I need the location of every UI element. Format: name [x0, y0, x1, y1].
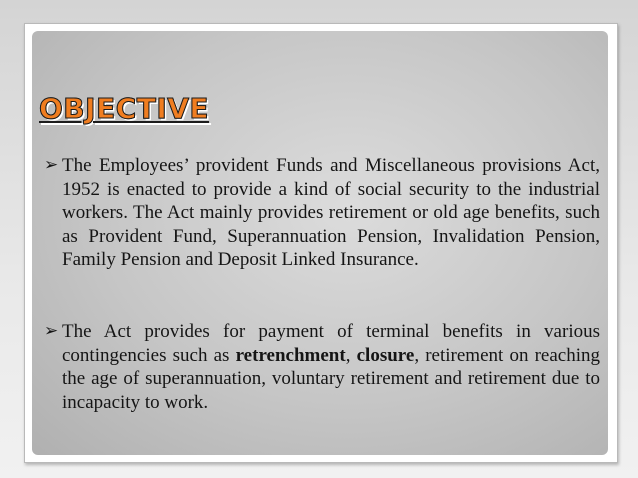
- slide-title: OBJECTIVE: [39, 92, 210, 125]
- bullet-text-2-part2: , retirement on reaching the age of superannuation, voluntary retirement and retirement due to incapacity to work.: [62, 344, 600, 413]
- bullet-text-2-separator: ,: [345, 344, 357, 366]
- arrow-bullet-icon: ➢: [44, 155, 59, 175]
- bullet-text-1: The Employees’ provident Funds and Miscellaneous provisions Act, 1952 is enacted to provide a kind of social security to the industrial workers. The Act mainly provides retirement or old age benefits, such as Provident Fund, Superannuation Pension, Invalidation Pension, Family Pension and Deposit Linked Insurance.: [62, 155, 600, 270]
- bullet-text-2-part1: The Act provides for payment of terminal benefits in various contingencies such as: [62, 321, 600, 366]
- bullet-text-2: [62, 320, 600, 414]
- bullet-item-2: [44, 320, 600, 414]
- arrow-bullet-icon: ➢: [44, 321, 59, 341]
- bold-term-retrenchment: retrenchment: [235, 344, 346, 366]
- bold-term-closure: closure: [356, 344, 415, 366]
- bullet-item-1: [44, 154, 600, 272]
